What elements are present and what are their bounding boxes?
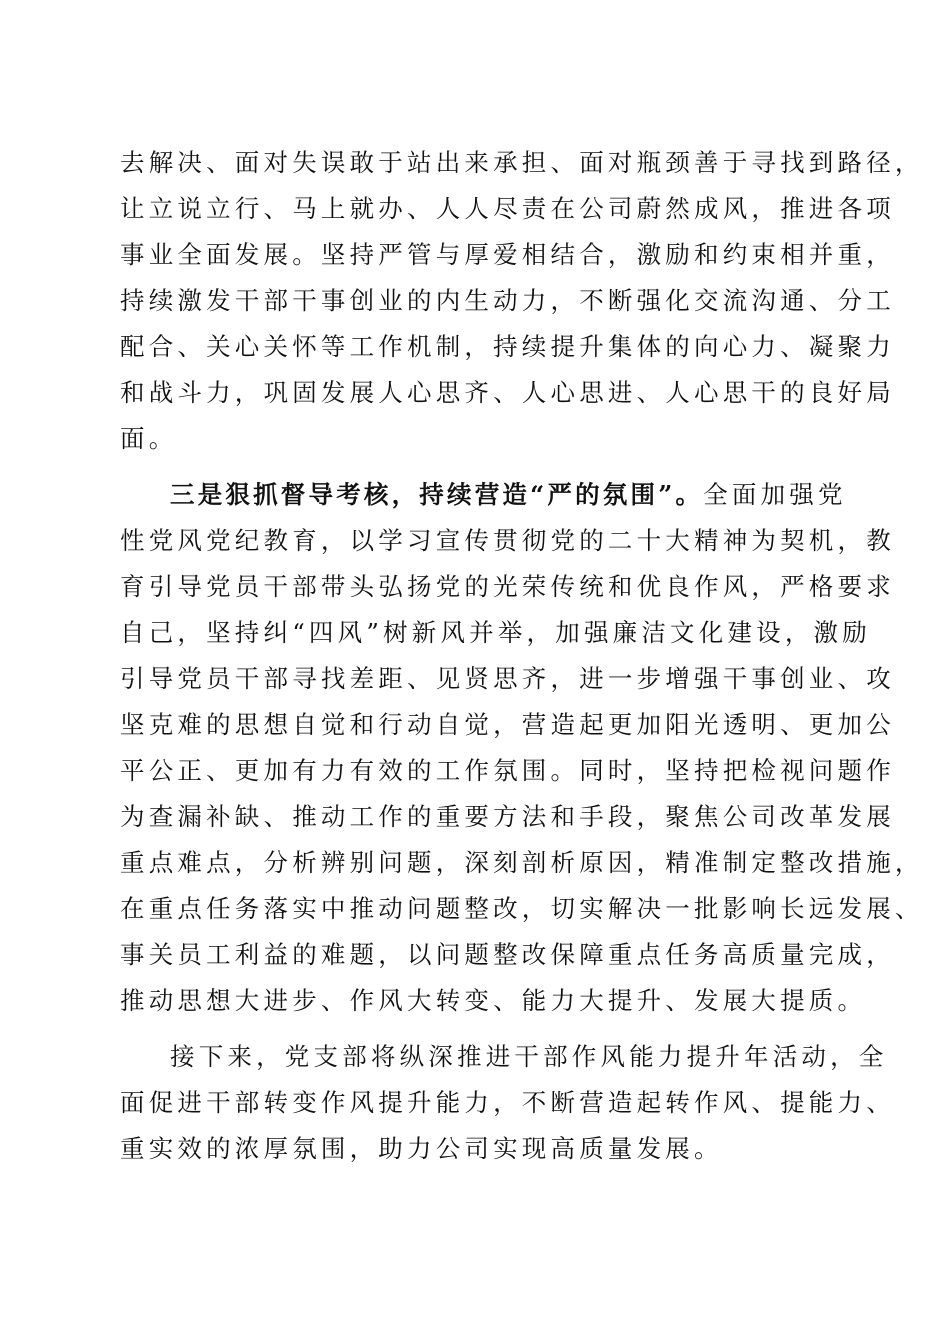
body-text [120, 140, 924, 1172]
paragraph-1-line: 配合、关心关怀等工作机制，持续提升集体的向心力、凝聚力 [120, 332, 895, 361]
paragraph-1-line: 持续激发干部干事创业的内生动力，不断强化交流沟通、分工 [120, 286, 895, 315]
paragraph-2-line: 自己，坚持纠“四风”树新风并举，加强廉洁文化建设，激励 [120, 618, 871, 647]
paragraph-2-line: 引导党员干部寻找差距、见贤思齐，进一步增强干事创业、攻 [120, 664, 895, 693]
paragraph-2-line: 平公正、更加有力有效的工作氛围。同时，坚持把检视问题作 [120, 756, 895, 785]
paragraph-2-line: 重点难点，分析辨别问题，深刻剖析原因，精准制定整改措施， [120, 848, 924, 877]
paragraph-2-line: 为查漏补缺、推动工作的重要方法和手段，聚焦公司改革发展 [120, 802, 895, 831]
paragraph-2-first-line [120, 472, 847, 518]
paragraph-2-line: 在重点任务落实中推动问题整改，切实解决一批影响长远发展、 [120, 894, 924, 923]
paragraph-1-line: 去解决、面对失误敢于站出来承担、面对瓶颈善于寻找到路径， [120, 148, 924, 177]
paragraph-3-line: 面促进干部转变作风提升能力，不断营造起转作风、提能力、 [120, 1088, 895, 1117]
paragraph-3-line: 重实效的浓厚氛围，助力公司实现高质量发展。 [120, 1134, 723, 1163]
paragraph-1-line: 和战斗力，巩固发展人心思齐、人心思进、人心思干的良好局 [120, 378, 895, 407]
paragraph-2-line: 性党风党纪教育，以学习宣传贯彻党的二十大精神为契机，教 [120, 526, 895, 555]
paragraph-2-line: 事关员工利益的难题，以问题整改保障重点任务高质量完成， [120, 940, 895, 969]
paragraph-1-line: 事业全面发展。坚持严管与厚爱相结合，激励和约束相并重， [120, 240, 895, 269]
paragraph-2-line: 推动思想大进步、作风大转变、能力大提升、发展大提质。 [120, 986, 867, 1015]
paragraph-3-first-line: 接下来，党支部将纵深推进干部作风能力提升年活动，全 [170, 1042, 888, 1071]
paragraph-1-line: 面。 [120, 424, 178, 453]
paragraph-1-line: 让立说立行、马上就办、人人尽责在公司蔚然成风，推进各项 [120, 194, 895, 223]
paragraph-2-heading: 三是狠抓督导考核，持续营造“严的氛围”。 [170, 480, 704, 509]
paragraph-2-first-line-rest: 全面加强党 [703, 480, 847, 509]
paragraph-2-line: 坚克难的思想自觉和行动自觉，营造起更加阳光透明、更加公 [120, 710, 895, 739]
paragraph-2-line: 育引导党员干部带头弘扬党的光荣传统和优良作风，严格要求 [120, 572, 895, 601]
